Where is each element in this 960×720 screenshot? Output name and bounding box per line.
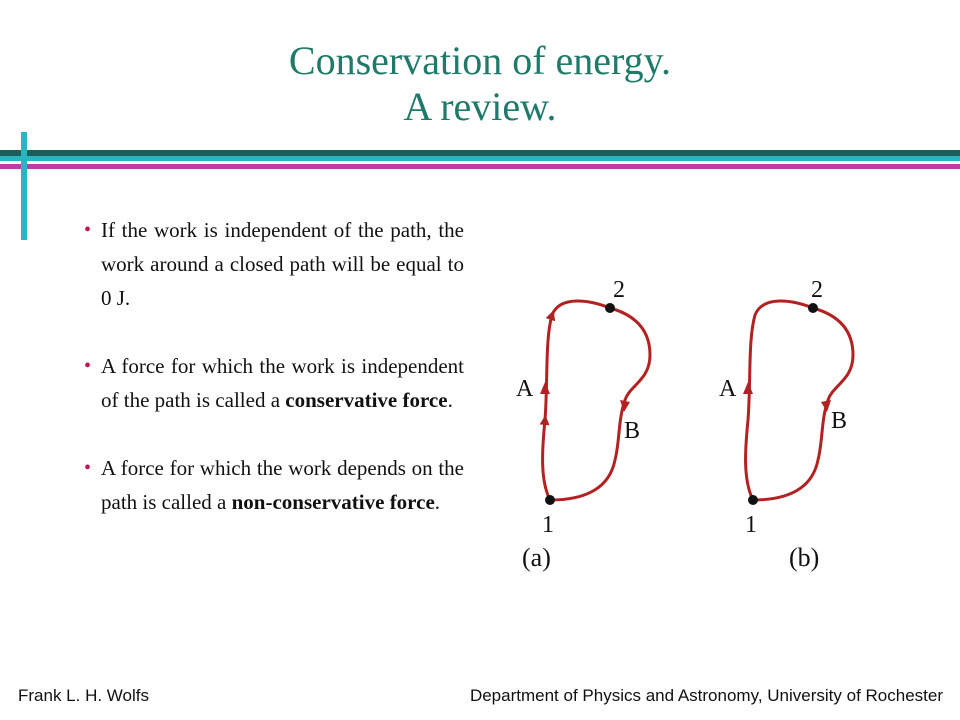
bullet-suffix: .	[447, 388, 453, 412]
path-a-curve	[746, 301, 813, 500]
bullet-suffix: .	[434, 490, 441, 514]
rule-magenta	[0, 164, 960, 169]
vertical-accent-bar	[21, 132, 27, 240]
bullet-term: non-conservative force	[231, 490, 435, 514]
point-2-label: 2	[613, 277, 625, 303]
bullet-list	[84, 213, 464, 553]
path-b-curve	[550, 308, 650, 500]
panel-b-caption: (b)	[789, 543, 820, 572]
arrow-a	[540, 382, 550, 394]
footer-department: Department of Physics and Astronomy, University of Rochester	[469, 686, 943, 705]
slide-title	[0, 38, 960, 130]
bullet-dot: •	[84, 457, 92, 479]
point-1-marker	[545, 495, 555, 505]
panel-a	[516, 277, 650, 572]
point-2-marker	[808, 303, 818, 313]
bullet-text: A force for which the work depends on the path is called a	[101, 456, 464, 514]
point-2-label: 2	[811, 277, 823, 303]
bullet-dot: •	[84, 219, 92, 241]
point-1-label: 1	[542, 512, 554, 538]
panel-a-caption: (a)	[522, 543, 551, 572]
path-a-curve	[543, 301, 610, 500]
bullet-text: If the work is independent of the path, the work around a closed path will be equal to 0 J.	[101, 218, 464, 310]
point-2-marker	[605, 303, 615, 313]
bullet-item	[84, 213, 464, 315]
point-1-label: 1	[745, 512, 757, 538]
path-b-curve	[753, 308, 853, 500]
path-b-label: B	[831, 408, 848, 434]
panel-b	[719, 277, 853, 572]
bullet-text: A force for which the work is independent of the path is called a	[101, 354, 464, 412]
footer-author: Frank L. H. Wolfs	[18, 686, 149, 705]
point-1-marker	[748, 495, 758, 505]
arrow-b	[821, 400, 831, 412]
bullet-item	[84, 451, 464, 519]
closed-path-figure	[500, 270, 860, 580]
rule-teal	[0, 156, 960, 161]
path-a-label: A	[719, 376, 737, 402]
path-b-label: B	[624, 418, 641, 444]
bullet-term: conservative force	[285, 388, 448, 412]
path-a-label: A	[516, 376, 534, 402]
bullet-dot: •	[84, 355, 92, 377]
bullet-item	[84, 349, 464, 417]
slide-title-line-1: Conservation of energy.	[288, 38, 672, 83]
slide-title-line-2: A review.	[403, 84, 557, 129]
arrow-a	[743, 382, 753, 394]
